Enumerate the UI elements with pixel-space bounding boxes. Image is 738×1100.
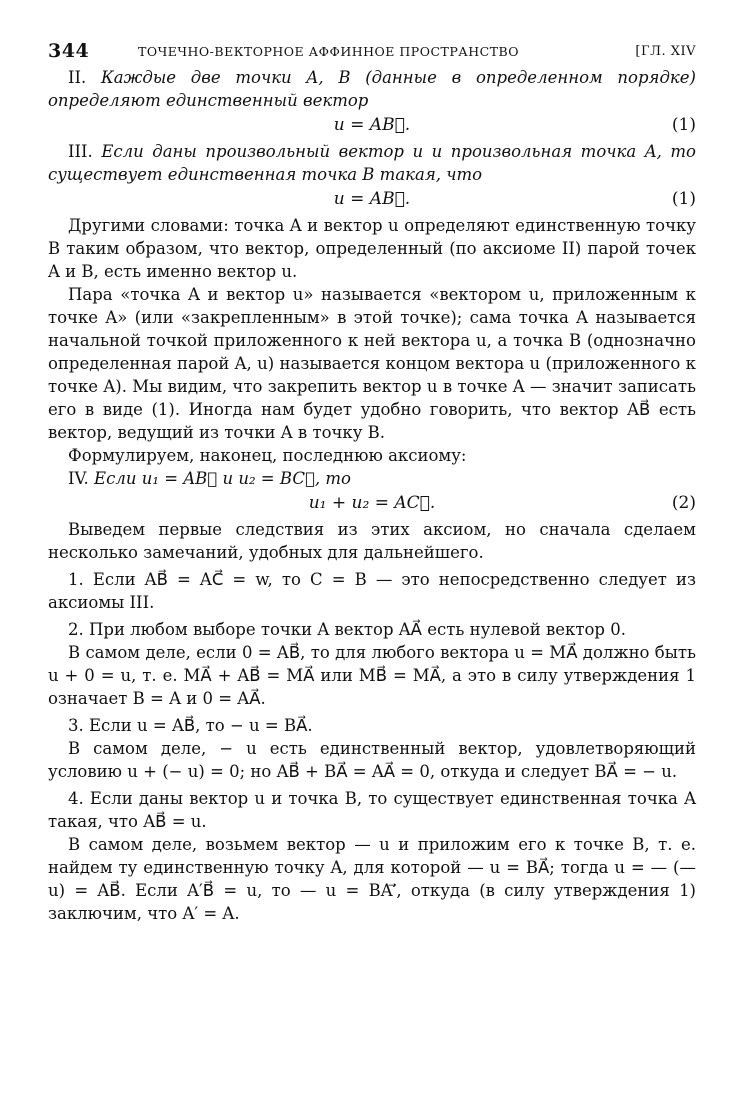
consequence-3: 3. Если u = AB⃗, то − u = BA⃗. [68,716,313,735]
consequence-2: 2. При любом выборе точки A вектор AA⃗ есть нулевой вектор 0. [68,620,626,639]
axiom-2 [48,66,696,112]
paragraph-applied-vector: Пара «точка A и вектор u» называется «вектором u, приложенным к точке A» (или «закрепленным» в этой точке); сама точка A называется начальной точкой приложенного к ней вектора u, а точка B (однозначно определенная парой A, u) называется концом вектора u (приложенного к точке A). Мы видим, что закрепить вектор u в точке A — значит записать его в виде (1). Иногда нам будет удобно говорить, что вектор AB⃗ есть вектор, ведущий из точки A в точку B. [48,285,696,442]
formula-1b-number: (1) [671,189,696,209]
running-title: ТОЧЕЧНО-ВЕКТОРНОЕ АФФИННОЕ ПРОСТРАНСТВО [138,44,519,59]
formula-1b-body: u = AB⃗. [333,189,411,209]
axiom-2-label: II. [68,68,87,87]
paragraph-other-words: Другими словами: точка A и вектор u определяют единственную точку B таким образом, что вектор, определенный (по аксиоме II) парой точек A и B, есть именно вектор u. [48,216,696,281]
chapter-label: [ГЛ. XIV [635,44,696,59]
formula-2-number: (2) [671,493,696,513]
page-header [48,40,696,66]
paragraph-last-axiom: Формулируем, наконец, последнюю аксиому: [68,446,467,465]
axiom-3-label: III. [68,142,93,161]
formula-1a-number: (1) [671,115,696,135]
formula-1a [48,113,696,139]
consequence-4: 4. Если даны вектор u и точка B, то существует единственная точка A такая, что AB⃗ = u. [48,789,696,831]
axiom-4-label: IV. [68,469,89,488]
consequences-intro: Выведем первые следствия из этих аксиом, но сначала сделаем несколько замечаний, удобных для дальнейшего. [48,520,696,562]
axiom-4 [48,467,696,490]
formula-1a-body: u = AB⃗. [333,115,411,135]
consequence-1: 1. Если AB⃗ = AC⃗ = w, то C = B — это непосредственно следует из аксиомы III. [48,570,696,612]
axiom-4-text: Если u₁ = AB⃗ и u₂ = BC⃗, то [94,469,351,488]
axiom-3-text: Если даны произвольный вектор u и произвольная точка A, то существует единственная точка B такая, что [48,142,696,184]
page [48,40,696,925]
consequence-4-proof: В самом деле, возьмем вектор — u и приложим его к точке B, т. е. найдем ту единственную точку A, для которой — u = BA⃗; тогда u = — (— u) = AB⃗. Если A′B⃗ = u, то — u = BA′⃗, откуда (в силу утверждения 1) заключим, что A′ = A. [48,835,696,923]
axiom-3 [48,140,696,186]
axiom-2-text: Каждые две точки A, B (данные в определенном порядке) определяют единственный вектор [48,68,696,110]
formula-2-body: u₁ + u₂ = AC⃗. [308,493,436,513]
consequence-2-proof: В самом деле, если 0 = AB⃗, то для любого вектора u = MA⃗ должно быть u + 0 = u, т. е. MA⃗ + AB⃗ = MA⃗ или MB⃗ = MA⃗, а это в силу утверждения 1 означает B = A и 0 = AA⃗. [48,643,696,708]
formula-2 [48,491,696,517]
page-number: 344 [48,40,90,62]
formula-1b [48,187,696,213]
consequence-3-proof: В самом деле, − u есть единственный вектор, удовлетворяющий условию u + (− u) = 0; но AB⃗ + BA⃗ = AA⃗ = 0, откуда и следует BA⃗ = − u. [48,739,696,781]
